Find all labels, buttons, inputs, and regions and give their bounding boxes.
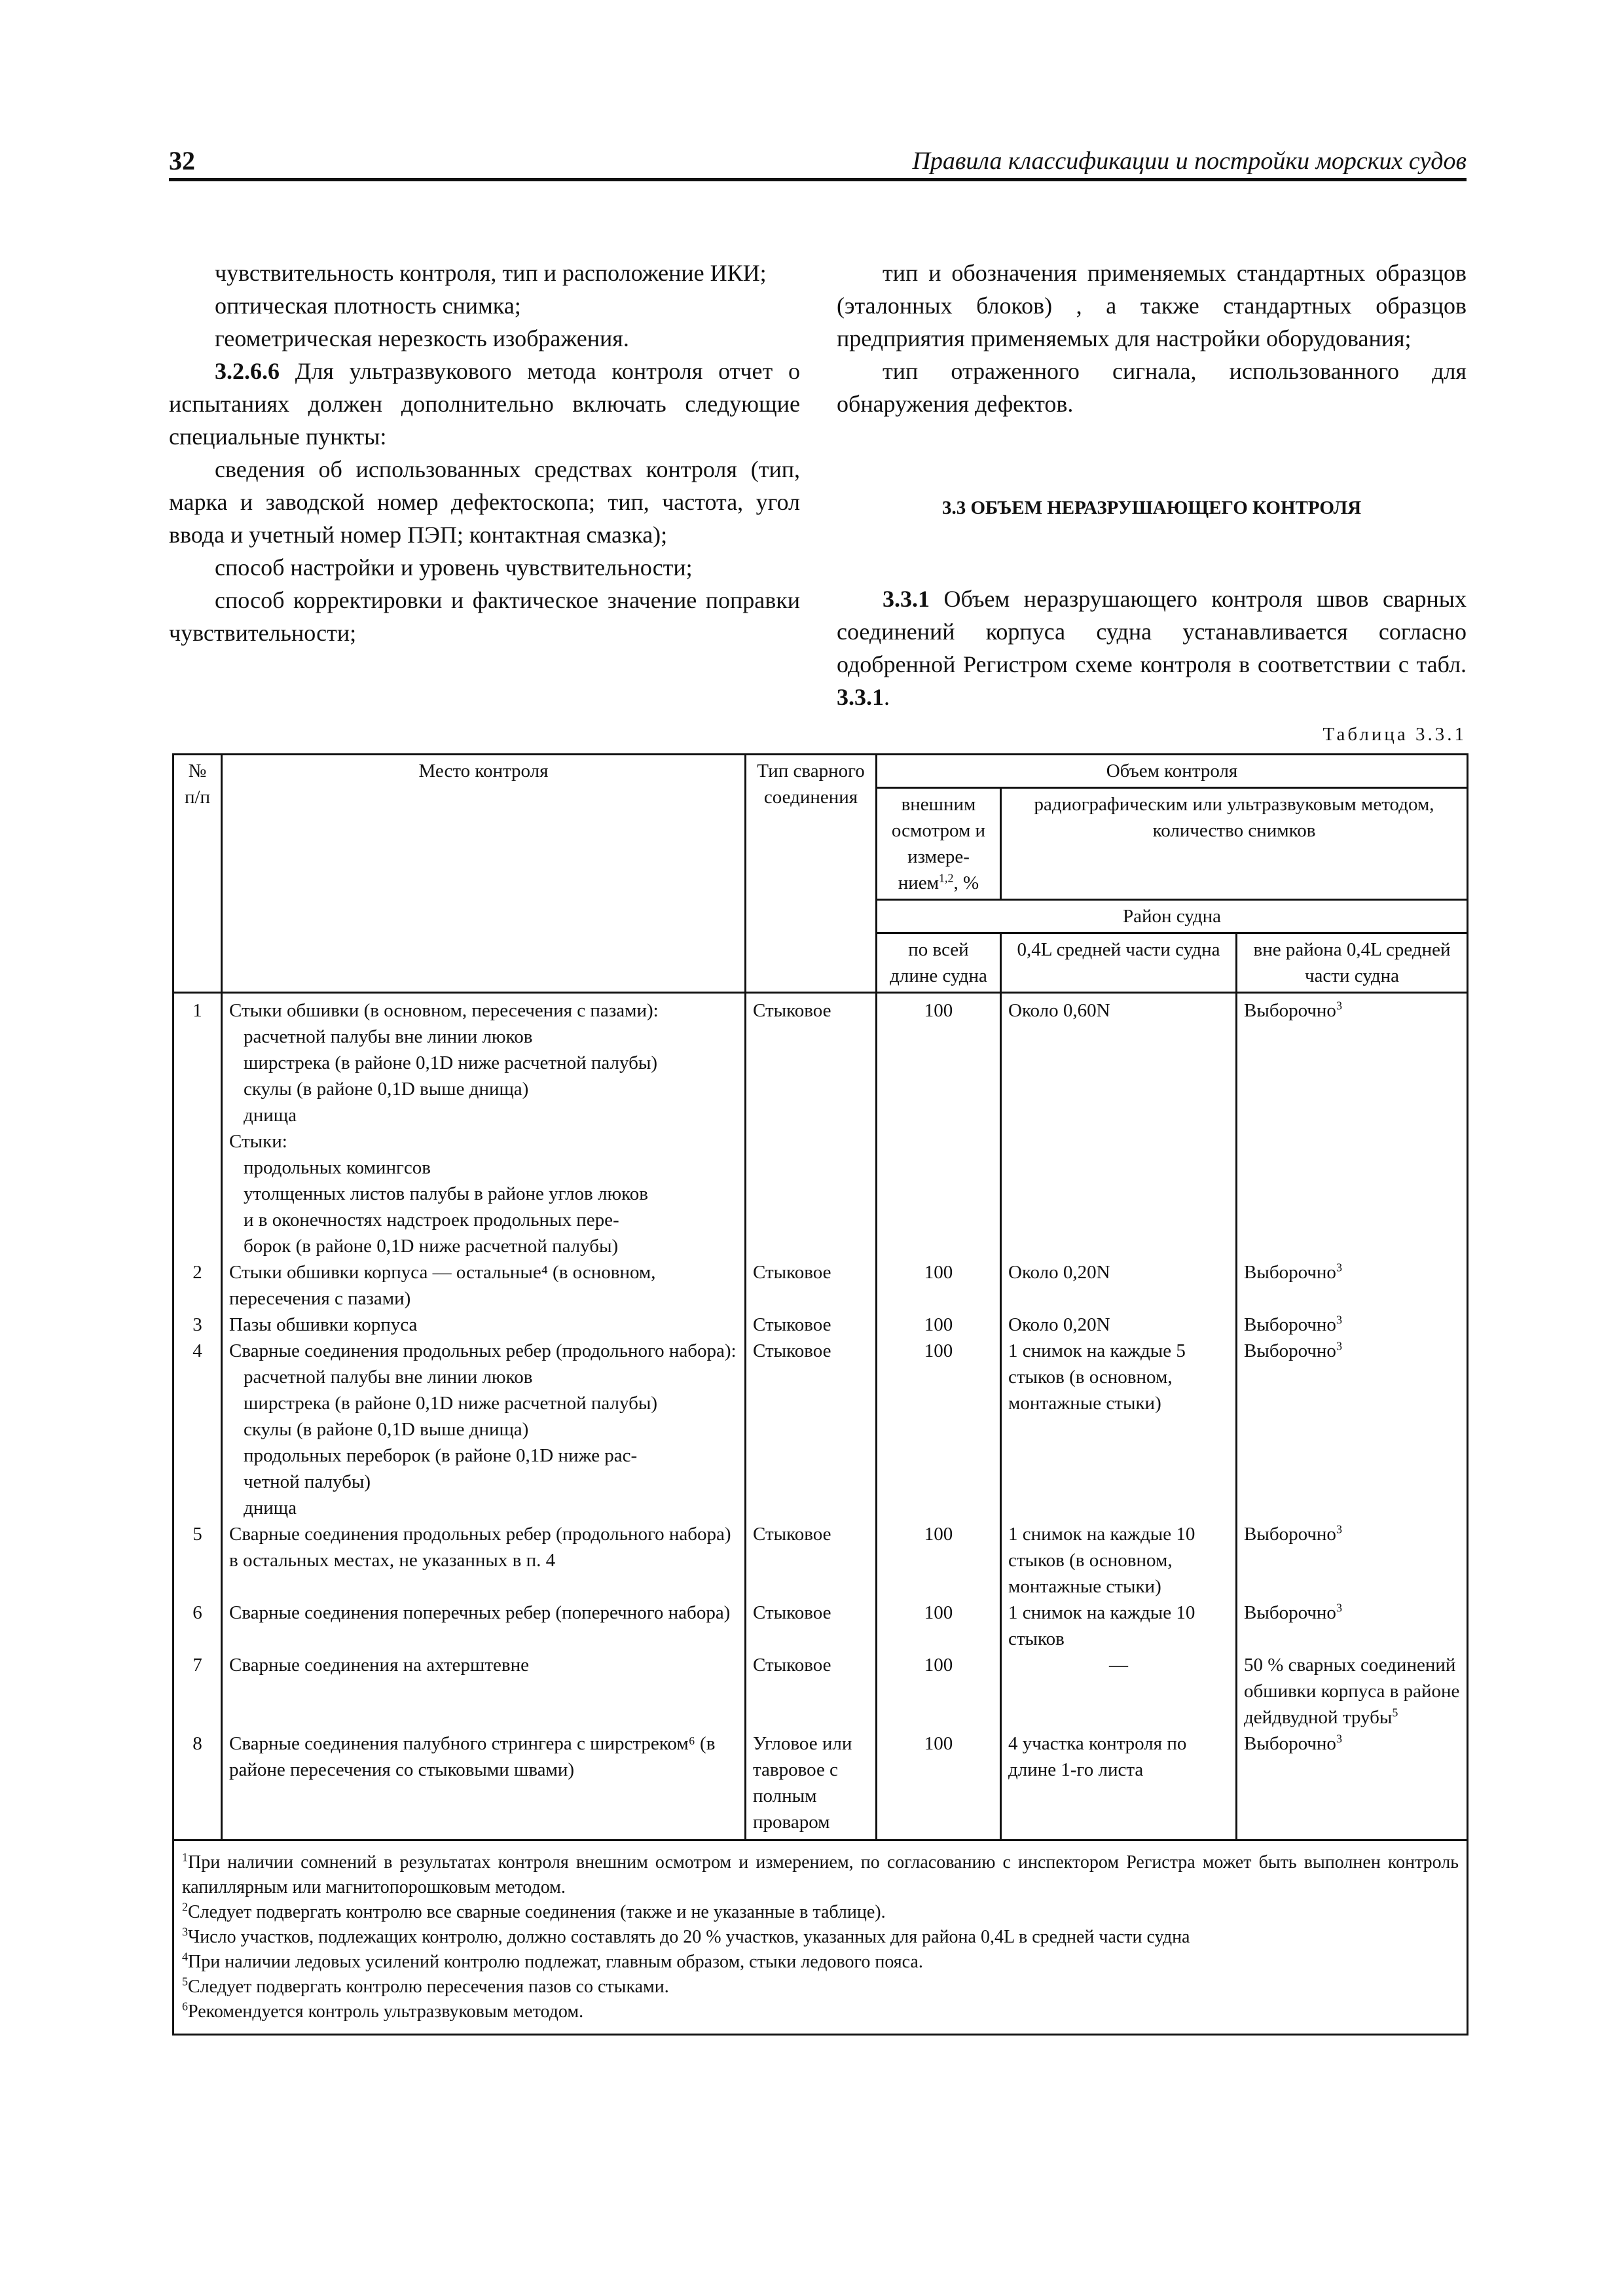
outside-text: 50 % сварных соединений обшивки корпуса в районе дейдвудной трубы bbox=[1244, 1655, 1460, 1728]
footnote bbox=[182, 2000, 1459, 2024]
header-outside: вне района 0,4L средней части судна bbox=[1237, 933, 1468, 993]
row-mid: 1 снимок на каждые 5 стыков (в основном, монтажные стыки) bbox=[1001, 1338, 1237, 1521]
paragraph: сведения об использованных средствах контроля (тип, марка и заводской номер дефектоскопа; тип, частота, угол ввода и учетный номер ПЭП; контактная смазка); bbox=[169, 456, 800, 548]
table-reference: 3.3.1 bbox=[837, 684, 884, 710]
paragraph: тип отраженного сигнала, использованного для обнаружения дефектов. bbox=[837, 358, 1467, 417]
footnote bbox=[182, 1900, 1459, 1925]
place-line: четной палубы) bbox=[244, 1471, 371, 1492]
inspection-scope-table bbox=[172, 753, 1468, 2036]
place-line: Сварные соединения продольных ребер (продольного набора): bbox=[229, 1340, 737, 1361]
outside-text: Выборочно bbox=[1244, 1340, 1336, 1361]
header-whole: по всей длине судна bbox=[877, 933, 1001, 993]
row-visual: 100 bbox=[877, 1652, 1001, 1731]
footnote bbox=[182, 1850, 1459, 1900]
place-line: и в оконечностях надстроек продольных пере- bbox=[244, 1210, 619, 1230]
place-line: скулы (в районе 0,1D выше днища) bbox=[244, 1419, 529, 1440]
footnote bbox=[182, 1975, 1459, 2000]
row-place bbox=[222, 1521, 746, 1600]
paragraph: геометрическая нерезкость изображения. bbox=[215, 325, 629, 351]
place-line: борок (в районе 0,1D ниже расчетной палубы) bbox=[244, 1236, 619, 1257]
paragraph-end: . bbox=[884, 684, 890, 710]
place-line: Сварные соединения поперечных ребер (поперечного набора) bbox=[229, 1602, 731, 1623]
place-line: продольных комингсов bbox=[244, 1157, 431, 1178]
footnote-marker: 3 bbox=[182, 1925, 188, 1939]
footnote-text: Рекомендуется контроль ультразвуковым методом. bbox=[188, 2001, 584, 2022]
page-header bbox=[169, 145, 1467, 179]
paragraph bbox=[837, 583, 1467, 713]
row-visual: 100 bbox=[877, 1338, 1001, 1521]
header-rule bbox=[169, 178, 1467, 181]
row-place bbox=[222, 1338, 746, 1521]
running-title: Правила классификации и постройки морских судов bbox=[912, 147, 1467, 175]
left-column bbox=[169, 257, 800, 649]
footnote-ref: 3 bbox=[1336, 1313, 1342, 1327]
row-weld-type: Стыковое bbox=[746, 1652, 877, 1731]
place-line: днища bbox=[244, 1498, 297, 1518]
header-volume: Объем контроля bbox=[877, 755, 1468, 788]
row-weld-type: Стыковое bbox=[746, 1521, 877, 1600]
row-number: 2 bbox=[173, 1259, 222, 1312]
row-weld-type: Угловое или тавровое с полным проваром bbox=[746, 1731, 877, 1840]
row-visual: 100 bbox=[877, 1731, 1001, 1840]
header-weld-type: Тип сварного соединения bbox=[746, 755, 877, 993]
row-mid: Около 0,20N bbox=[1001, 1259, 1237, 1312]
place-line: Сварные соединения продольных ребер (продольного набора) в остальных местах, не указанных в п. 4 bbox=[229, 1524, 731, 1571]
header-visual-text: внешним осмотром и измере- нием bbox=[891, 794, 986, 893]
paragraph: тип и обозначения применяемых стандартных образцов (эталонных блоков) , а также стандартных образцов предприятия применяемых для настройки оборудования; bbox=[837, 260, 1467, 351]
row-mid: Около 0,60N bbox=[1001, 993, 1237, 1260]
place-line: утолщенных листов палубы в районе углов люков bbox=[244, 1183, 648, 1204]
row-visual: 100 bbox=[877, 993, 1001, 1260]
outside-text: Выборочно bbox=[1244, 1000, 1336, 1021]
place-line: расчетной палубы вне линии люков bbox=[244, 1367, 533, 1388]
row-outside bbox=[1237, 1312, 1468, 1338]
table-row bbox=[173, 1731, 1468, 1840]
paragraph bbox=[169, 355, 800, 453]
paragraph: оптическая плотность снимка; bbox=[215, 293, 521, 319]
row-outside bbox=[1237, 1731, 1468, 1840]
right-column bbox=[837, 257, 1467, 713]
place-line: продольных переборок (в районе 0,1D ниже рас- bbox=[244, 1445, 638, 1466]
page-number: 32 bbox=[169, 146, 195, 175]
place-line: Стыки обшивки корпуса — остальные⁴ (в основном, пересечения с пазами) bbox=[229, 1262, 656, 1309]
footnote-ref: 3 bbox=[1336, 1261, 1342, 1274]
footnote-ref: 3 bbox=[1336, 1522, 1342, 1536]
table-row bbox=[173, 993, 1468, 1260]
footnote-ref: 3 bbox=[1336, 1339, 1342, 1353]
paragraph: чувствительность контроля, тип и расположение ИКИ; bbox=[215, 260, 767, 286]
outside-text: Выборочно bbox=[1244, 1602, 1336, 1623]
table-row bbox=[173, 1338, 1468, 1521]
outside-text: Выборочно bbox=[1244, 1262, 1336, 1283]
row-weld-type: Стыковое bbox=[746, 1312, 877, 1338]
row-mid: 4 участка контроля по длине 1-го листа bbox=[1001, 1731, 1237, 1840]
footnote-text: Следует подвергать контролю пересечения пазов со стыками. bbox=[188, 1977, 669, 1997]
place-line: скулы (в районе 0,1D выше днища) bbox=[244, 1079, 529, 1100]
footnote-text: Следует подвергать контролю все сварные соединения (также и не указанные в таблице). bbox=[188, 1902, 886, 1922]
footnote-marker: 2 bbox=[182, 1900, 188, 1914]
footnote-marker: 6 bbox=[182, 2000, 188, 2013]
place-line: Сварные соединения на ахтерштевне bbox=[229, 1655, 529, 1676]
row-place bbox=[222, 1731, 746, 1840]
footnote-ref: 5 bbox=[1392, 1706, 1398, 1719]
row-visual: 100 bbox=[877, 1259, 1001, 1312]
row-weld-type: Стыковое bbox=[746, 1338, 877, 1521]
row-weld-type: Стыковое bbox=[746, 993, 877, 1260]
place-line: ширстрека (в районе 0,1D ниже расчетной палубы) bbox=[244, 1052, 657, 1073]
row-mid: Около 0,20N bbox=[1001, 1312, 1237, 1338]
row-number: 3 bbox=[173, 1312, 222, 1338]
place-line: ширстрека (в районе 0,1D ниже расчетной палубы) bbox=[244, 1393, 657, 1414]
row-place bbox=[222, 1652, 746, 1731]
row-outside bbox=[1237, 993, 1468, 1260]
row-outside bbox=[1237, 1600, 1468, 1652]
place-line: Стыки обшивки (в основном, пересечения с пазами): bbox=[229, 1000, 659, 1021]
table-row bbox=[173, 1312, 1468, 1338]
row-place bbox=[222, 1259, 746, 1312]
row-place bbox=[222, 993, 746, 1260]
row-number: 1 bbox=[173, 993, 222, 1260]
header-region: Район судна bbox=[877, 900, 1468, 933]
footnote-ref: 1,2 bbox=[939, 871, 954, 885]
row-mid: — bbox=[1001, 1652, 1237, 1731]
table-row bbox=[173, 1600, 1468, 1652]
header-visual-unit: , % bbox=[953, 872, 979, 893]
footnote-text: При наличии сомнений в результатах контроля внешним осмотром и измерением, по согласованию с инспектором Регистра может быть выполнен контроль капиллярным или магнитопорошковым методом. bbox=[182, 1852, 1459, 1897]
place-line: Стыки: bbox=[229, 1131, 287, 1152]
clause-number: 3.2.6.6 bbox=[215, 358, 280, 384]
row-weld-type: Стыковое bbox=[746, 1600, 877, 1652]
row-visual: 100 bbox=[877, 1600, 1001, 1652]
footnote-marker: 1 bbox=[182, 1850, 188, 1864]
paragraph: способ корректировки и фактическое значение поправки чувствительности; bbox=[169, 587, 800, 646]
clause-number: 3.3.1 bbox=[883, 586, 930, 612]
row-outside bbox=[1237, 1338, 1468, 1521]
row-number: 6 bbox=[173, 1600, 222, 1652]
table-caption: Таблица 3.3.1 bbox=[1322, 724, 1467, 745]
paragraph-text: Объем неразрушающего контроля швов сварных соединений корпуса судна устанавливается согласно одобренной Регистром схеме контроля в соответствии с табл. bbox=[837, 586, 1467, 677]
row-outside bbox=[1237, 1652, 1468, 1731]
paragraph-text: Для ультразвукового метода контроля отчет о испытаниях должен дополнительно включать следующие специальные пункты: bbox=[169, 358, 800, 450]
place-line: расчетной палубы вне линии люков bbox=[244, 1026, 533, 1047]
table-footnotes bbox=[173, 1840, 1468, 2035]
row-visual: 100 bbox=[877, 1521, 1001, 1600]
place-line: Сварные соединения палубного стрингера с ширстреком⁶ (в районе пересечения со стыковыми швами) bbox=[229, 1733, 716, 1780]
place-line: Пазы обшивки корпуса bbox=[229, 1314, 418, 1335]
row-place bbox=[222, 1312, 746, 1338]
row-place bbox=[222, 1600, 746, 1652]
table-row bbox=[173, 1652, 1468, 1731]
header-place: Место контроля bbox=[222, 755, 746, 993]
row-number: 5 bbox=[173, 1521, 222, 1600]
row-number: 7 bbox=[173, 1652, 222, 1731]
header-radio: радиографическим или ультразвуковым методом, количество снимков bbox=[1001, 788, 1468, 900]
row-outside bbox=[1237, 1521, 1468, 1600]
footnote-ref: 3 bbox=[1336, 1601, 1342, 1615]
row-visual: 100 bbox=[877, 1312, 1001, 1338]
footnote-text: При наличии ледовых усилений контролю подлежат, главным образом, стыки ледового пояса. bbox=[188, 1952, 923, 1972]
footnote bbox=[182, 1925, 1459, 1950]
header-num: № п/п bbox=[173, 755, 222, 993]
footnote-ref: 3 bbox=[1336, 1732, 1342, 1746]
row-number: 4 bbox=[173, 1338, 222, 1521]
table-body bbox=[173, 993, 1468, 1840]
place-line: днища bbox=[244, 1105, 297, 1126]
row-weld-type: Стыковое bbox=[746, 1259, 877, 1312]
footnote bbox=[182, 1950, 1459, 1975]
footnote-text: Число участков, подлежащих контролю, должно составлять до 20 % участков, указанных для района 0,4L в средней части судна bbox=[188, 1927, 1190, 1947]
footnote-marker: 5 bbox=[182, 1975, 188, 1988]
row-number: 8 bbox=[173, 1731, 222, 1840]
header-visual bbox=[877, 788, 1001, 900]
footnote-ref: 3 bbox=[1336, 999, 1342, 1013]
table-row bbox=[173, 1259, 1468, 1312]
outside-text: Выборочно bbox=[1244, 1314, 1336, 1335]
footnote-marker: 4 bbox=[182, 1950, 188, 1964]
outside-text: Выборочно bbox=[1244, 1733, 1336, 1754]
row-mid: 1 снимок на каждые 10 стыков (в основном, монтажные стыки) bbox=[1001, 1521, 1237, 1600]
section-heading: 3.3 ОБЪЕМ НЕРАЗРУШАЮЩЕГО КОНТРОЛЯ bbox=[941, 497, 1362, 518]
paragraph: способ настройки и уровень чувствительности; bbox=[215, 554, 693, 581]
table-row bbox=[173, 1521, 1468, 1600]
outside-text: Выборочно bbox=[1244, 1524, 1336, 1545]
row-mid: 1 снимок на каждые 10 стыков bbox=[1001, 1600, 1237, 1652]
row-outside bbox=[1237, 1259, 1468, 1312]
header-mid: 0,4L средней части судна bbox=[1001, 933, 1237, 993]
